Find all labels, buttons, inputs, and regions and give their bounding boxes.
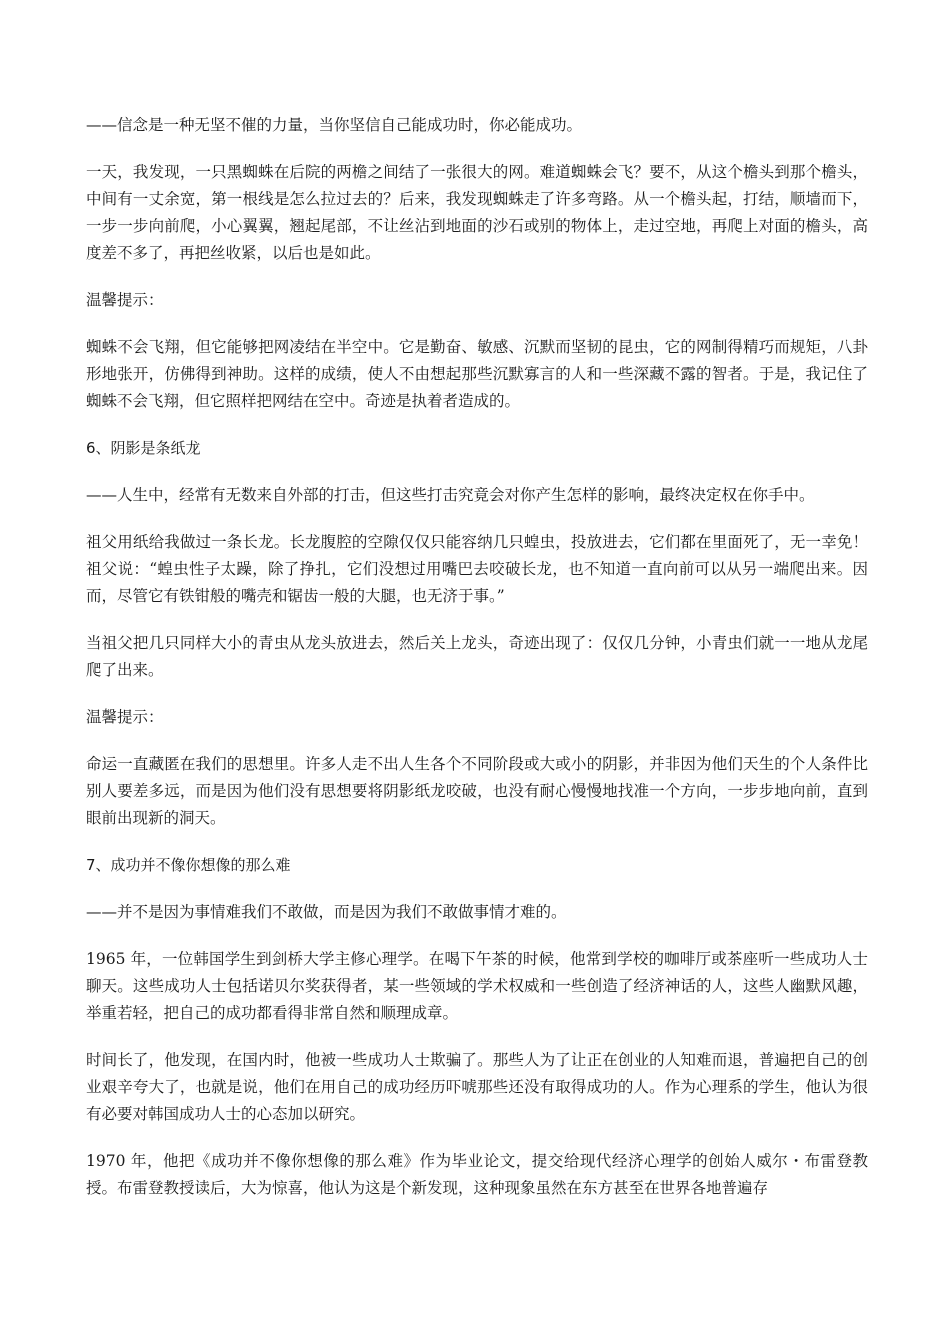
paragraph-spider-story: 一天，我发现，一只黑蜘蛛在后院的两檐之间结了一张很大的网。难道蜘蛛会飞？要不，从这个檐头到那个檐头，中间有一丈余宽，第一根线是怎么拉过去的？后来，我发现蜘蛛走了许多弯路。从一个檐头起，打结，顺墙而下，一步一步向前爬，小心翼翼，翘起尾部，不让丝沾到地面的沙石或别的物体上，走过空地，再爬上对面的檐头，高度差不多了，再把丝收紧，以后也是如此。 [86,163,868,262]
paragraph-1965: 1965 年，一位韩国学生到剑桥大学主修心理学。在喝下午茶的时候，他常到学校的咖啡厅或茶座听一些成功人士聊天。这些成功人士包括诺贝尔奖获得者，某一些领域的学术权威和一些创造了经济神话的人，这些人幽默风趣，举重若轻，把自己的成功都看得非常自然和顺理成章。 [86,950,868,1022]
section-heading-6: 6、阴影是条纸龙 [86,439,201,457]
tip-label: 温馨提示： [86,291,164,309]
paragraph-belief-quote: ——信念是一种无坚不催的力量，当你坚信自己能成功时，你必能成功。 [86,116,583,134]
paragraph-deceived: 时间长了，他发现，在国内时，他被一些成功人士欺骗了。那些人为了让正在创业的人知难而退，普遍把自己的创业艰辛夸大了，也就是说，他们在用自己的成功经历吓唬那些还没有取得成功的人。作为心理系的学生，他认为很有必要对韩国成功人士的心态加以研究。 [86,1051,868,1123]
paragraph-shadow-tip: 命运一直藏匿在我们的思想里。许多人走不出人生各个不同阶段或大或小的阴影，并非因为他们天生的个人条件比别人要差多远，而是因为他们没有思想要将阴影纸龙咬破，也没有耐心慢慢地找准一个方向，一步步地向前，直到眼前出现新的洞天。 [86,755,868,827]
section-heading-7: 7、成功并不像你想像的那么难 [86,856,291,874]
paragraph-shadow-quote: ——人生中，经常有无数来自外部的打击，但这些打击究竟会对你产生怎样的影响，最终决定权在你手中。 [86,486,815,504]
paragraph-1970: 1970 年，他把《成功并不像你想像的那么难》作为毕业论文，提交给现代经济心理学的创始人威尔・布雷登教授。布雷登教授读后，大为惊喜，他认为这是个新发现，这种现象虽然在东方甚至在世界各地普遍存 [86,1152,868,1197]
paragraph-paper-dragon: 祖父用纸给我做过一条长龙。长龙腹腔的空隙仅仅只能容纳几只蝗虫，投放进去，它们都在里面死了，无一幸免！祖父说：“蝗虫性子太躁，除了挣扎，它们没想过用嘴巴去咬破长龙，也不知道一直向前可以从另一端爬出来。因而，尽管它有铁钳般的嘴壳和锯齿一般的大腿，也无济于事。” [86,533,868,605]
paragraph-success-quote: ——并不是因为事情难我们不敢做，而是因为我们不敢做事情才难的。 [86,903,567,921]
paragraph-spider-tip: 蜘蛛不会飞翔，但它能够把网凌结在半空中。它是勤奋、敏感、沉默而坚韧的昆虫，它的网制得精巧而规矩，八卦形地张开，仿佛得到神助。这样的成绩，使人不由想起那些沉默寡言的人和一些深藏不露的智者。于是，我记住了蜘蛛不会飞翔，但它照样把网结在空中。奇迹是执着者造成的。 [86,338,868,410]
paragraph-green-worms: 当祖父把几只同样大小的青虫从龙头放进去，然后关上龙头，奇迹出现了：仅仅几分钟，小青虫们就一一地从龙尾爬了出来。 [86,634,868,679]
document-body [86,112,868,1222]
tip-label: 温馨提示： [86,708,164,726]
